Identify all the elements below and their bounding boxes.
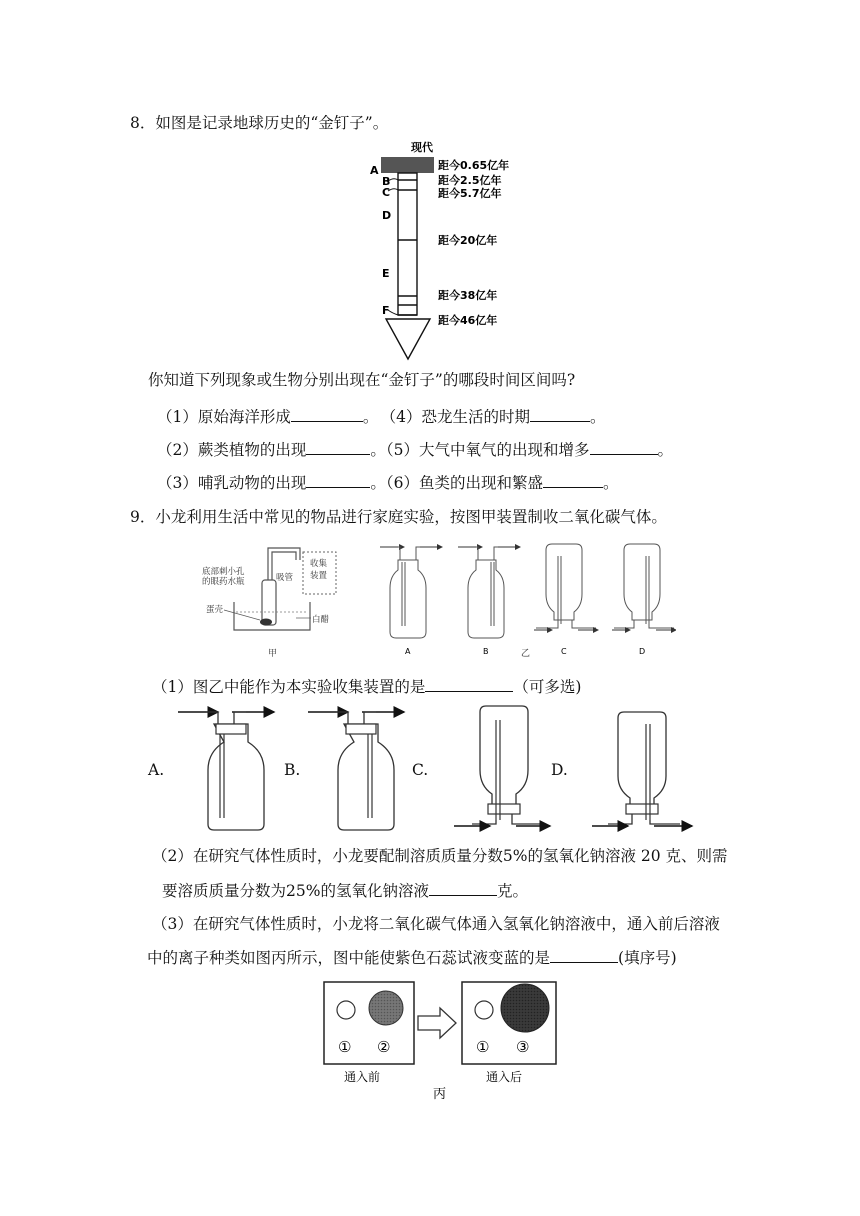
q8-item-2: （2）蕨类植物的出现 bbox=[157, 441, 307, 459]
spike-mark-6: 距今46亿年 bbox=[438, 314, 498, 327]
q9-sub2-line1: （2）在研究气体性质时，小龙要配制溶质质量分数5%的氢氧化钠溶液 20 克、则需 bbox=[152, 847, 728, 865]
jia-label-shell: 蛋壳 bbox=[206, 605, 224, 615]
spike-letter-e: E bbox=[382, 267, 390, 280]
yi-small-bottle-a bbox=[380, 547, 442, 656]
yi-caption: 乙 bbox=[521, 649, 531, 659]
spike-mark-4: 距今20亿年 bbox=[438, 234, 498, 247]
figure-yi-large bbox=[170, 700, 700, 840]
jia-caption: 甲 bbox=[268, 649, 278, 659]
yi-small-letter-c: C bbox=[561, 647, 567, 656]
q8-row-3 bbox=[157, 472, 619, 493]
option-b-bottle[interactable] bbox=[308, 712, 404, 830]
spike-head bbox=[381, 157, 434, 173]
yi-small-letter-a: A bbox=[405, 647, 411, 656]
q8-question: 你知道下列现象或生物分别出现在“金钉子”的哪段时间区间吗? bbox=[148, 371, 576, 389]
q8-end-1: 。 bbox=[590, 408, 606, 426]
q8-sep-1: 。 bbox=[362, 408, 379, 426]
q8-item-5: （5）大气中氧气的出现和增多 bbox=[385, 441, 590, 459]
bing-label-3: ③ bbox=[516, 1038, 530, 1056]
yi-small-bottle-d bbox=[612, 544, 676, 656]
q8-stem: 8．如图是记录地球历史的“金钉子”。 bbox=[130, 114, 389, 132]
q9-sub3-line2 bbox=[147, 947, 677, 968]
spike-letter-b: B bbox=[382, 175, 391, 188]
q9-sub2-text: 要溶质质量分数为25%的氢氧化钠溶液 bbox=[162, 882, 429, 900]
jia-label-vinegar: 白醋 bbox=[312, 615, 330, 625]
jia-eggshell bbox=[260, 619, 272, 626]
jia-label-straw: 吸管 bbox=[276, 573, 294, 583]
q8-item-1: （1）原始海洋形成 bbox=[157, 408, 291, 426]
bing-before-caption: 通入前 bbox=[344, 1070, 381, 1084]
q8-end-2: 。 bbox=[657, 441, 674, 459]
spike-letter-f: F bbox=[382, 304, 390, 317]
option-c-label: C. bbox=[412, 761, 429, 779]
q8-row-2 bbox=[157, 439, 673, 460]
spike-shaft bbox=[398, 173, 417, 315]
jia-label-collect-1: 收集 bbox=[310, 559, 328, 569]
q8-blank-1[interactable] bbox=[291, 406, 363, 422]
figure-yi-small bbox=[376, 540, 676, 660]
q8-end-3: 。 bbox=[603, 474, 619, 492]
bing-label-2: ② bbox=[377, 1038, 391, 1056]
yi-small-bottle-b bbox=[458, 547, 520, 656]
yi-small-letter-b: B bbox=[483, 647, 489, 656]
golden-spike-figure bbox=[360, 133, 510, 365]
figure-jia bbox=[200, 540, 350, 660]
q9-sub2-line2 bbox=[162, 880, 528, 901]
jia-label-collect-2: 装置 bbox=[310, 571, 328, 581]
q9-sub1-text: （1）图乙中能作为本实验收集装置的是 bbox=[152, 678, 426, 696]
bing-ion-1-before bbox=[337, 1001, 355, 1019]
spike-letter-a: A bbox=[370, 164, 379, 177]
option-b-label: B. bbox=[284, 761, 301, 779]
q9-sub3-text: 中的离子种类如图丙所示，图中能使紫色石蕊试液变蓝的是 bbox=[147, 949, 551, 967]
spike-mark-1: 距今0.65亿年 bbox=[438, 159, 510, 172]
q8-item-4: （4）恐龙生活的时期 bbox=[388, 408, 531, 426]
q9-sub2-tail: 克。 bbox=[496, 882, 528, 900]
figure-bing bbox=[320, 978, 570, 1102]
yi-small-bottle-c bbox=[534, 544, 598, 656]
q8-item-6: （6）鱼类的出现和繁盛 bbox=[385, 474, 544, 492]
q9-stem: 9．小龙利用生活中常见的物品进行家庭实验，按图甲装置制收二氧化碳气体。 bbox=[130, 508, 667, 526]
spike-mark-3: 距今5.7亿年 bbox=[438, 187, 502, 200]
option-d-bottle[interactable] bbox=[592, 712, 692, 826]
q8-sep-2: 。 bbox=[370, 441, 386, 459]
bing-after-caption: 通入后 bbox=[486, 1070, 523, 1084]
spike-letter-c: C bbox=[382, 186, 391, 199]
q8-blank-3[interactable] bbox=[306, 472, 370, 488]
bing-label-1-before: ① bbox=[338, 1038, 352, 1056]
q8-sep-3: 。 bbox=[370, 474, 386, 492]
bing-ion-3 bbox=[501, 984, 549, 1032]
option-a-label: A. bbox=[148, 761, 165, 779]
spike-letter-d: D bbox=[382, 209, 392, 222]
option-a-bottle[interactable] bbox=[178, 712, 274, 830]
q8-blank-5[interactable] bbox=[590, 439, 658, 455]
bing-ion-1-after bbox=[475, 1001, 493, 1019]
q8-item-3: （3）哺乳动物的出现 bbox=[157, 474, 307, 492]
q9-sub1-tail: （可多选) bbox=[513, 678, 582, 696]
spike-mark-2: 距今2.5亿年 bbox=[438, 174, 502, 187]
yi-small-letter-d: D bbox=[639, 647, 646, 656]
bing-caption: 丙 bbox=[433, 1087, 447, 1102]
jia-label-bottle-2: 的眼药水瓶 bbox=[202, 577, 245, 587]
jia-label-bottle-1: 底部刺小孔 bbox=[202, 567, 245, 577]
q9-sub1 bbox=[152, 676, 581, 697]
q8-blank-6[interactable] bbox=[543, 472, 603, 488]
q8-row-1 bbox=[157, 406, 606, 427]
q8-blank-4[interactable] bbox=[530, 406, 590, 422]
option-d-label: D. bbox=[551, 761, 568, 779]
spike-tip bbox=[386, 319, 430, 359]
q9-sub3-blank[interactable] bbox=[550, 947, 618, 963]
bing-arrow bbox=[418, 1008, 456, 1038]
q9-sub1-blank[interactable] bbox=[425, 676, 513, 692]
spike-top-label: 现代 bbox=[411, 141, 433, 154]
q9-sub3-tail: (填序号) bbox=[618, 949, 677, 967]
bing-ion-2 bbox=[369, 991, 403, 1025]
q8-blank-2[interactable] bbox=[306, 439, 370, 455]
option-c-bottle[interactable] bbox=[454, 706, 550, 826]
bing-label-1-after: ① bbox=[476, 1038, 490, 1056]
q9-sub3-line1: （3）在研究气体性质时，小龙将二氧化碳气体通入氢氧化钠溶液中，通入前后溶液 bbox=[152, 915, 720, 933]
q9-sub2-blank[interactable] bbox=[429, 880, 497, 896]
spike-mark-5: 距今38亿年 bbox=[438, 289, 498, 302]
